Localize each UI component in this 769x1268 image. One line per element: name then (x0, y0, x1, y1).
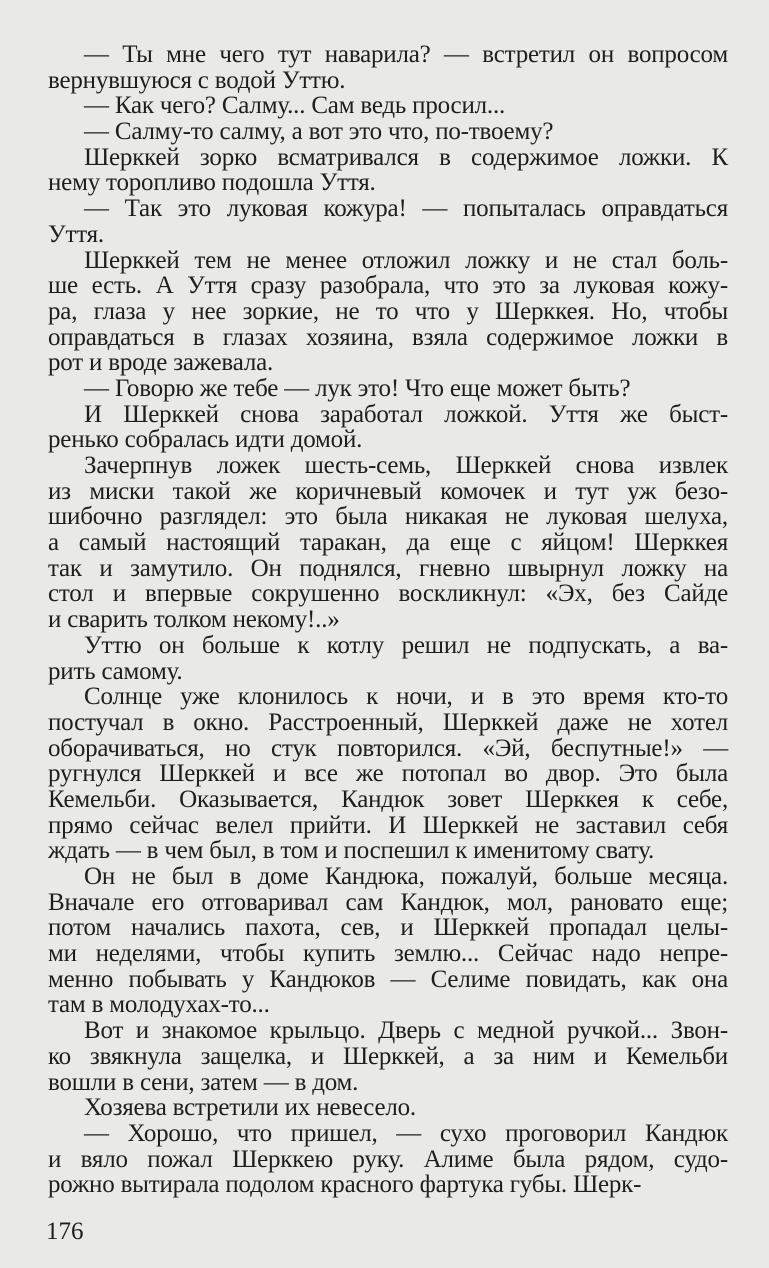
text-line: ми неделями, чтобы купить землю... Сейчас надо непре- (48, 940, 728, 968)
text-line: — Так это луковая кожура! — попыталась оправдаться (84, 195, 728, 223)
paragraph (48, 145, 728, 196)
text-line: рожно вытирала подолом красного фартука губы. Шерк- (48, 1171, 642, 1199)
text-line: Кемельби. Оказывается, Кандюк зовет Шерккея к себе, (48, 785, 728, 813)
paragraph (48, 376, 728, 402)
paragraph (48, 248, 728, 376)
text-line: а самый настоящий таракан, да еще с яйцом! Шерккея (48, 529, 728, 557)
paragraph (48, 402, 728, 453)
text-line: ко звякнула защелка, и Шерккей, а за ним и Кемельби (48, 1042, 728, 1070)
text-line: рить самому. (48, 657, 183, 685)
text-line: — Хорошо, что пришел, — сухо проговорил Кандюк (84, 1119, 728, 1147)
paragraph (48, 196, 728, 247)
text-line: Уттю он больше к котлу решил не подпускать, а ва- (84, 631, 728, 659)
text-line: постучал в окно. Расстроенный, Шерккей даже не хотел (48, 708, 728, 736)
text-line: И Шерккей снова заработал ложкой. Уття же быст- (84, 400, 728, 428)
text-line: оборачиваться, но стук повторился. «Эй, беспутные!» — (48, 734, 728, 762)
text-line: Уття. (48, 220, 104, 248)
paragraph (48, 1121, 728, 1198)
paragraph (48, 453, 728, 633)
text-line: ренько собралась идти домой. (48, 426, 363, 454)
text-line: — Как чего? Салму... Сам ведь просил... (84, 92, 506, 120)
text-line: ра, глаза у нее зоркие, не то что у Шерккея. Но, чтобы (48, 297, 728, 325)
paragraph (48, 93, 728, 119)
paragraph (48, 633, 728, 684)
text-line: ждать — в чем был, в том и поспешил к именитому свату. (48, 837, 655, 865)
paragraph (48, 864, 728, 1018)
text-line: ше есть. А Уття сразу разобрала, что это за луковая кожу- (48, 272, 728, 300)
text-line: так и замутило. Он поднялся, гневно швырнул ложку на (48, 554, 728, 582)
text-line: Шерккей тем не менее отложил ложку и не стал боль- (84, 246, 728, 274)
text-line: — Салму-то салму, а вот это что, по-твоему? (84, 118, 554, 146)
text-line: Он не был в доме Кандюка, пожалуй, больше месяца. (84, 863, 728, 890)
text-line: Вот и знакомое крыльцо. Дверь с медной ручкой... Звон- (84, 1017, 728, 1045)
text-line: нему торопливо подошла Уття. (48, 169, 376, 197)
text-line: ругнулся Шерккей и все же потопал во двор. Это была (48, 760, 728, 788)
text-line: менно побывать у Кандюков — Селиме повидать, как она (48, 965, 728, 993)
text-line: Хозяева встретили их невесело. (84, 1094, 416, 1122)
text-line: — Говорю же тебе — лук это! Что еще может быть? (84, 374, 631, 402)
paragraph (48, 684, 728, 864)
paragraph (48, 1018, 728, 1095)
text-line: оправдаться в глазах хозяина, взяла содержимое ложки в (48, 323, 728, 351)
text-line: там в молодухах-то... (48, 991, 270, 1019)
text-line: прямо сейчас велел прийти. И Шерккей не заставил себя (48, 811, 728, 839)
paragraph (48, 119, 728, 145)
text-line: — Ты мне чего тут наварила? — встретил он вопросом (84, 41, 728, 68)
text-line: Вначале его отговаривал сам Кандюк, мол, рановато еще; (48, 888, 728, 916)
text-line: потом начались пахота, сев, и Шерккей пропадал целы- (48, 914, 728, 942)
text-line: Шерккей зорко всматривался в содержимое ложки. К (84, 143, 728, 171)
text-line: и сварить толком некому!..» (48, 606, 340, 634)
text-line: вошли в сени, затем — в дом. (48, 1068, 359, 1096)
text-line: стол и впервые сокрушенно воскликнул: «Эх, без Сайде (48, 580, 728, 608)
text-line: Солнце уже клонилось к ночи, и в это время кто-то (84, 683, 728, 711)
paragraph (48, 42, 728, 93)
page-number: 176 (46, 1218, 84, 1245)
body-text (48, 42, 728, 1198)
text-line: вернувшуюся с водой Уттю. (48, 66, 346, 94)
text-line: и вяло пожал Шерккею руку. Алиме была рядом, судо- (48, 1145, 728, 1173)
paragraph (48, 1095, 728, 1121)
text-line: шибочно разглядел: это была никакая не луковая шелуха, (48, 503, 728, 531)
text-line: Зачерпнув ложек шесть-семь, Шерккей снова извлек (84, 452, 728, 479)
text-line: из миски такой же коричневый комочек и тут уж безо- (48, 477, 728, 505)
text-line: рот и вроде зажевала. (48, 349, 274, 377)
